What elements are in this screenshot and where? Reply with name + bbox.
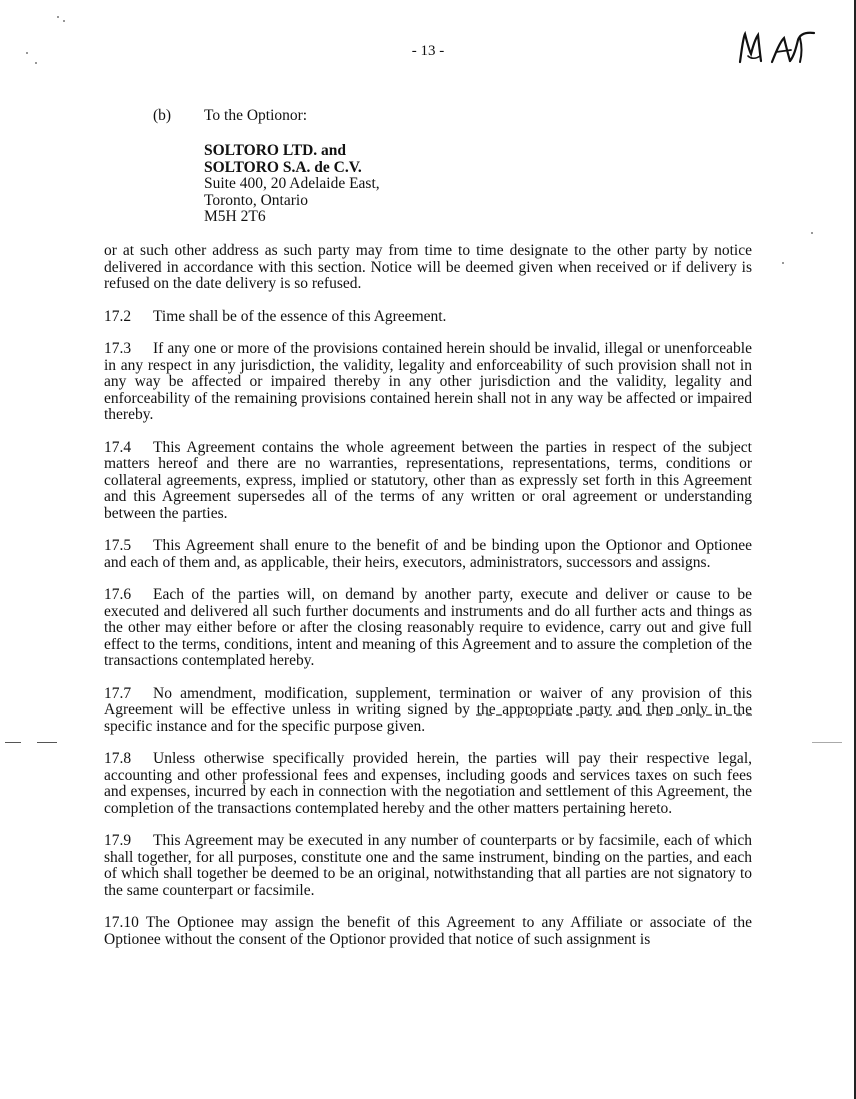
section-number: 17.7: [104, 684, 132, 702]
section-17-3: [104, 341, 752, 424]
section-text: No amendment, modification, supplement, termination or waiver of any provision of this Agreement will be effective unless in writing signed by: [104, 684, 752, 718]
notice-label: (b): [153, 107, 172, 124]
section-number: 17.6: [104, 586, 132, 603]
section-text: Unless otherwise specifically provided herein, the parties will pay their respective legal, accounting and other professional fees and expenses, including goods and services taxes on such fees and expenses, incurred by each in connection with the negotiation and settlement of this Agreement, the completion of the transactions contemplated hereby and the other matters pertaining hereto.: [104, 750, 752, 817]
section-text: The Optionee may assign the benefit of this Agreement to any Affiliate or associate of the Optionee without the consent of the Optionor provided that notice of such assignment is: [104, 914, 752, 948]
scan-speck: [782, 262, 784, 264]
section-text: Time shall be of the essence of this Agreement.: [153, 307, 447, 325]
section-17-6: [104, 587, 752, 670]
section-number: 17.10: [104, 914, 139, 931]
scan-speck: [811, 232, 813, 234]
section-text: Each of the parties will, on demand by another party, execute and deliver or cause to be executed and delivered all such further documents and instruments and do all further acts and things as the other may either before or after the closing reasonably require to evidence, carry out and give full effect to the terms, conditions, intent and meaning of this Agreement and to assure the completion of the transactions contemplated hereby.: [104, 586, 752, 669]
scan-speck: [57, 16, 59, 18]
section-number: 17.9: [104, 832, 132, 849]
section-17-2: [104, 309, 752, 326]
notice-paragraph: or at such other address as such party may from time to time designate to the other party by notice delivered in accordance with this section. Notice will be deemed given when received or if delivery is refused on the date delivery is so refused.: [104, 242, 752, 292]
section-text: If any one or more of the provisions contained herein should be invalid, illegal or unenforceable in any respect in any jurisdiction, the validity, legality and enforceability of such provision shall not in any way be affected or impaired thereby in any other jurisdiction and the validity, legality and enforceability of the remaining provisions contained herein shall not in any way be affected or impaired thereby.: [104, 340, 752, 423]
margin-mark: [5, 742, 21, 743]
notice-recipient: To the Optionor:: [204, 107, 308, 124]
scan-speck: [35, 62, 37, 64]
section-text: This Agreement may be executed in any number of counterparts or by facsimile, each of which shall together, for all purposes, constitute one and the same instrument, binding on the parties, and each of which shall together be deemed to be an original, notwithstanding that all parties are not signatory to the same counterpart or facsimile.: [104, 832, 752, 899]
address-city: Toronto, Ontario: [204, 191, 308, 209]
address-company-2: SOLTORO S.A. de C.V.: [204, 158, 362, 176]
section-17-8: [104, 751, 752, 817]
section-number: 17.8: [104, 750, 132, 767]
section-17-9: [104, 833, 752, 899]
section-text: This Agreement contains the whole agreement between the parties in respect of the subject matters hereof and there are no warranties, representations, representations, terms, conditions or collateral agreements, express, implied or statutory, other than as expressly set forth in this Agreement and this Agreement supersedes all of the terms of any written or oral agreement or understanding between the parties.: [104, 438, 752, 522]
document-body: [104, 243, 752, 948]
section-number: 17.2: [104, 307, 132, 325]
section-text-underlined: the appropriate party and then only in the: [476, 701, 752, 718]
section-17-4: [104, 440, 752, 523]
page-number: - 13 -: [411, 43, 445, 59]
section-17-7: [104, 686, 752, 736]
address-block: [204, 143, 380, 226]
section-number: 17.4: [104, 438, 132, 456]
section-number: 17.5: [104, 537, 132, 554]
margin-mark: [812, 742, 842, 743]
section-number: 17.3: [104, 340, 132, 357]
address-company-1: SOLTORO LTD. and: [204, 142, 347, 159]
handwritten-initials: [736, 28, 820, 66]
margin-mark: [37, 742, 57, 743]
notice-heading: [153, 108, 307, 125]
address-postal-code: M5H 2T6: [204, 208, 266, 225]
section-17-10: [104, 915, 752, 948]
section-text: specific instance and for the specific purpose given.: [104, 717, 426, 735]
scan-speck: [63, 20, 65, 22]
section-17-5: [104, 538, 752, 571]
section-text: This Agreement shall enure to the benefit of and be binding upon the Optionor and Optionee and each of them and, as applicable, their heirs, executors, administrators, successors and assigns.: [104, 537, 752, 571]
address-street: Suite 400, 20 Adelaide East,: [204, 175, 380, 192]
